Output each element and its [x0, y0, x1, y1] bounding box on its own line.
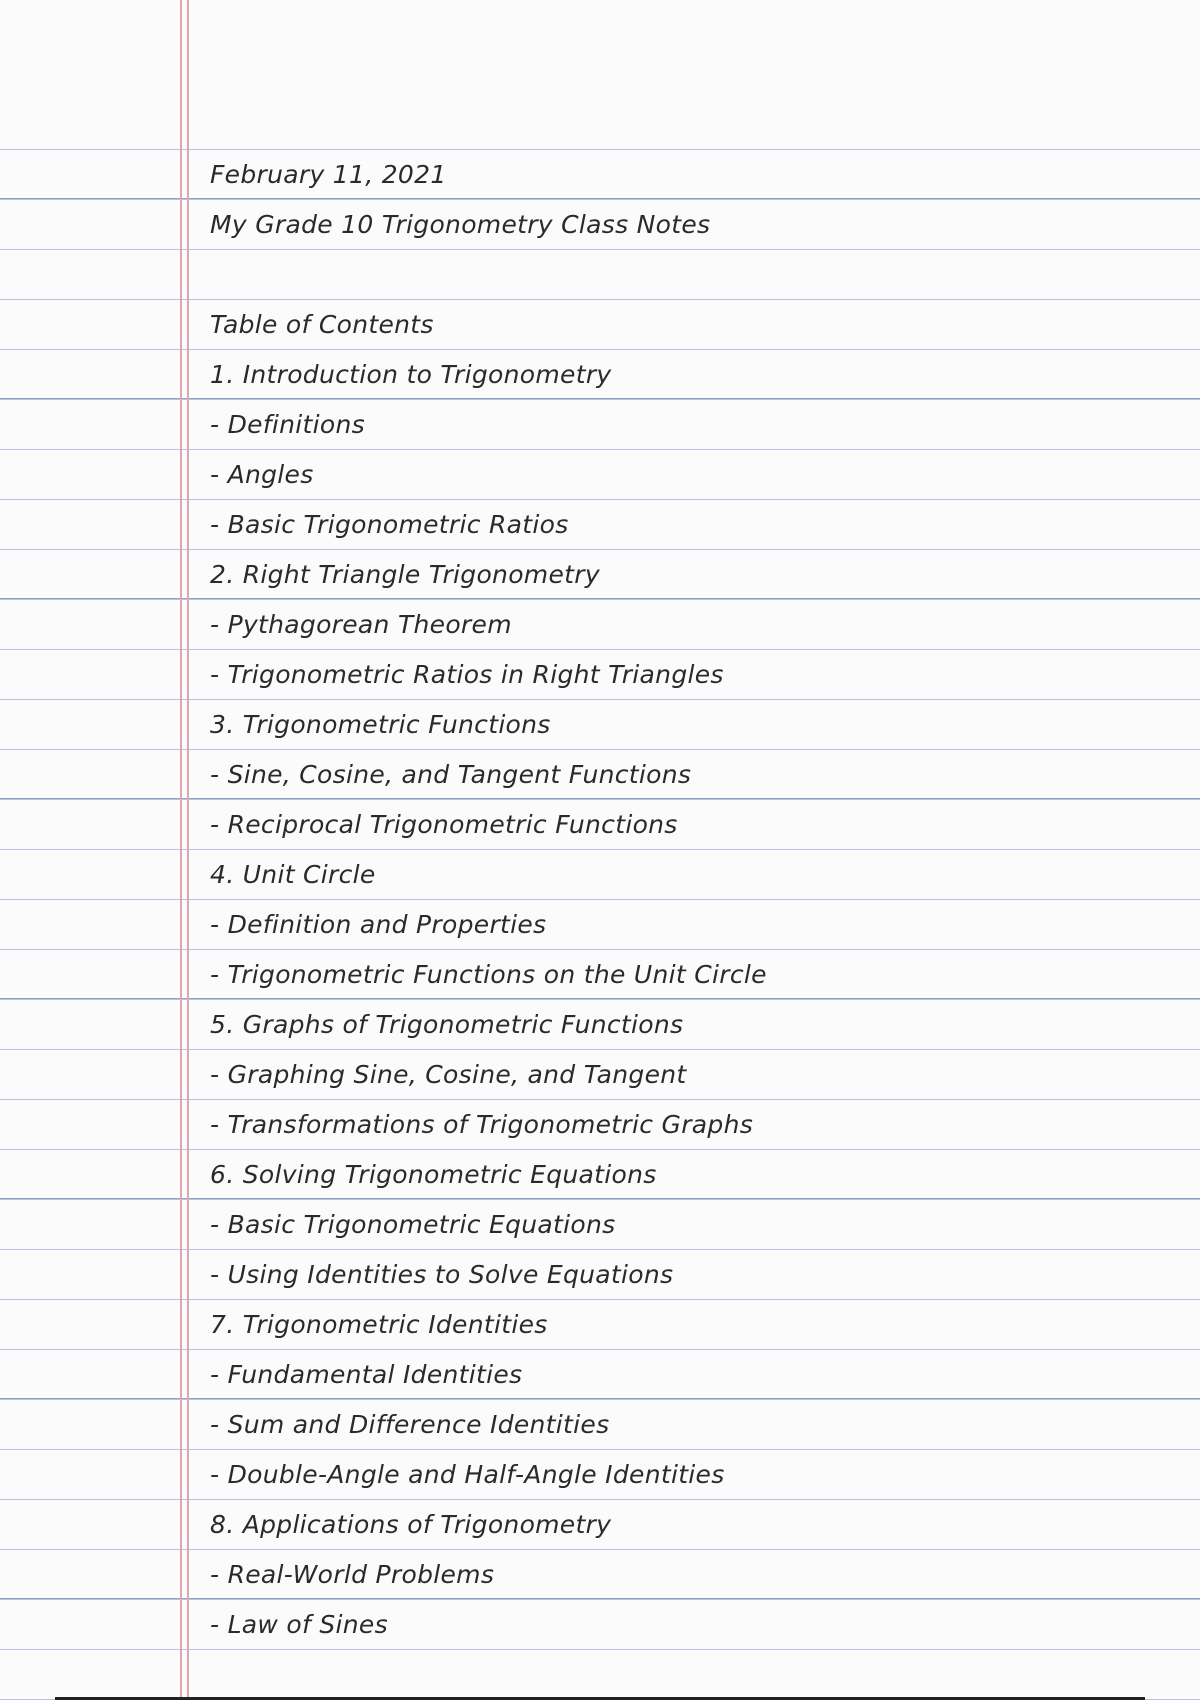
toc-subsection: - Graphing Sine, Cosine, and Tangent — [210, 1060, 687, 1089]
notes-text — [210, 150, 767, 1650]
toc-section: 2. Right Triangle Trigonometry — [210, 560, 600, 589]
note-blank-line — [210, 250, 767, 300]
margin-line — [187, 0, 189, 1700]
toc-subsection: - Real-World Problems — [210, 1560, 495, 1589]
toc-subsection: - Using Identities to Solve Equations — [210, 1260, 674, 1289]
toc-subsection: - Law of Sines — [210, 1610, 388, 1639]
toc-section: 7. Trigonometric Identities — [210, 1310, 548, 1339]
toc-subsection: - Double-Angle and Half-Angle Identities — [210, 1460, 725, 1489]
toc-subsection: - Pythagorean Theorem — [210, 610, 512, 639]
note-date: February 11, 2021 — [210, 160, 447, 189]
toc-section: 1. Introduction to Trigonometry — [210, 360, 612, 389]
toc-subsection: - Fundamental Identities — [210, 1360, 523, 1389]
toc-section: 6. Solving Trigonometric Equations — [210, 1160, 657, 1189]
note-title: My Grade 10 Trigonometry Class Notes — [210, 210, 711, 239]
toc-subsection: - Reciprocal Trigonometric Functions — [210, 810, 678, 839]
toc-subsection: - Sum and Difference Identities — [210, 1410, 610, 1439]
toc-subsection: - Trigonometric Ratios in Right Triangles — [210, 660, 724, 689]
toc-subsection: - Definition and Properties — [210, 910, 547, 939]
toc-section: 3. Trigonometric Functions — [210, 710, 551, 739]
toc-section: 8. Applications of Trigonometry — [210, 1510, 612, 1539]
toc-subsection: - Basic Trigonometric Equations — [210, 1210, 616, 1239]
toc-heading: Table of Contents — [210, 310, 434, 339]
margin-line — [180, 0, 182, 1700]
toc-subsection: - Transformations of Trigonometric Graphs — [210, 1110, 754, 1139]
toc-section: 5. Graphs of Trigonometric Functions — [210, 1010, 684, 1039]
toc-subsection: - Definitions — [210, 410, 365, 439]
toc-section: 4. Unit Circle — [210, 860, 376, 889]
toc-subsection: - Basic Trigonometric Ratios — [210, 510, 569, 539]
toc-subsection: - Angles — [210, 460, 314, 489]
toc-subsection: - Trigonometric Functions on the Unit Circle — [210, 960, 767, 989]
toc-subsection: - Sine, Cosine, and Tangent Functions — [210, 760, 692, 789]
